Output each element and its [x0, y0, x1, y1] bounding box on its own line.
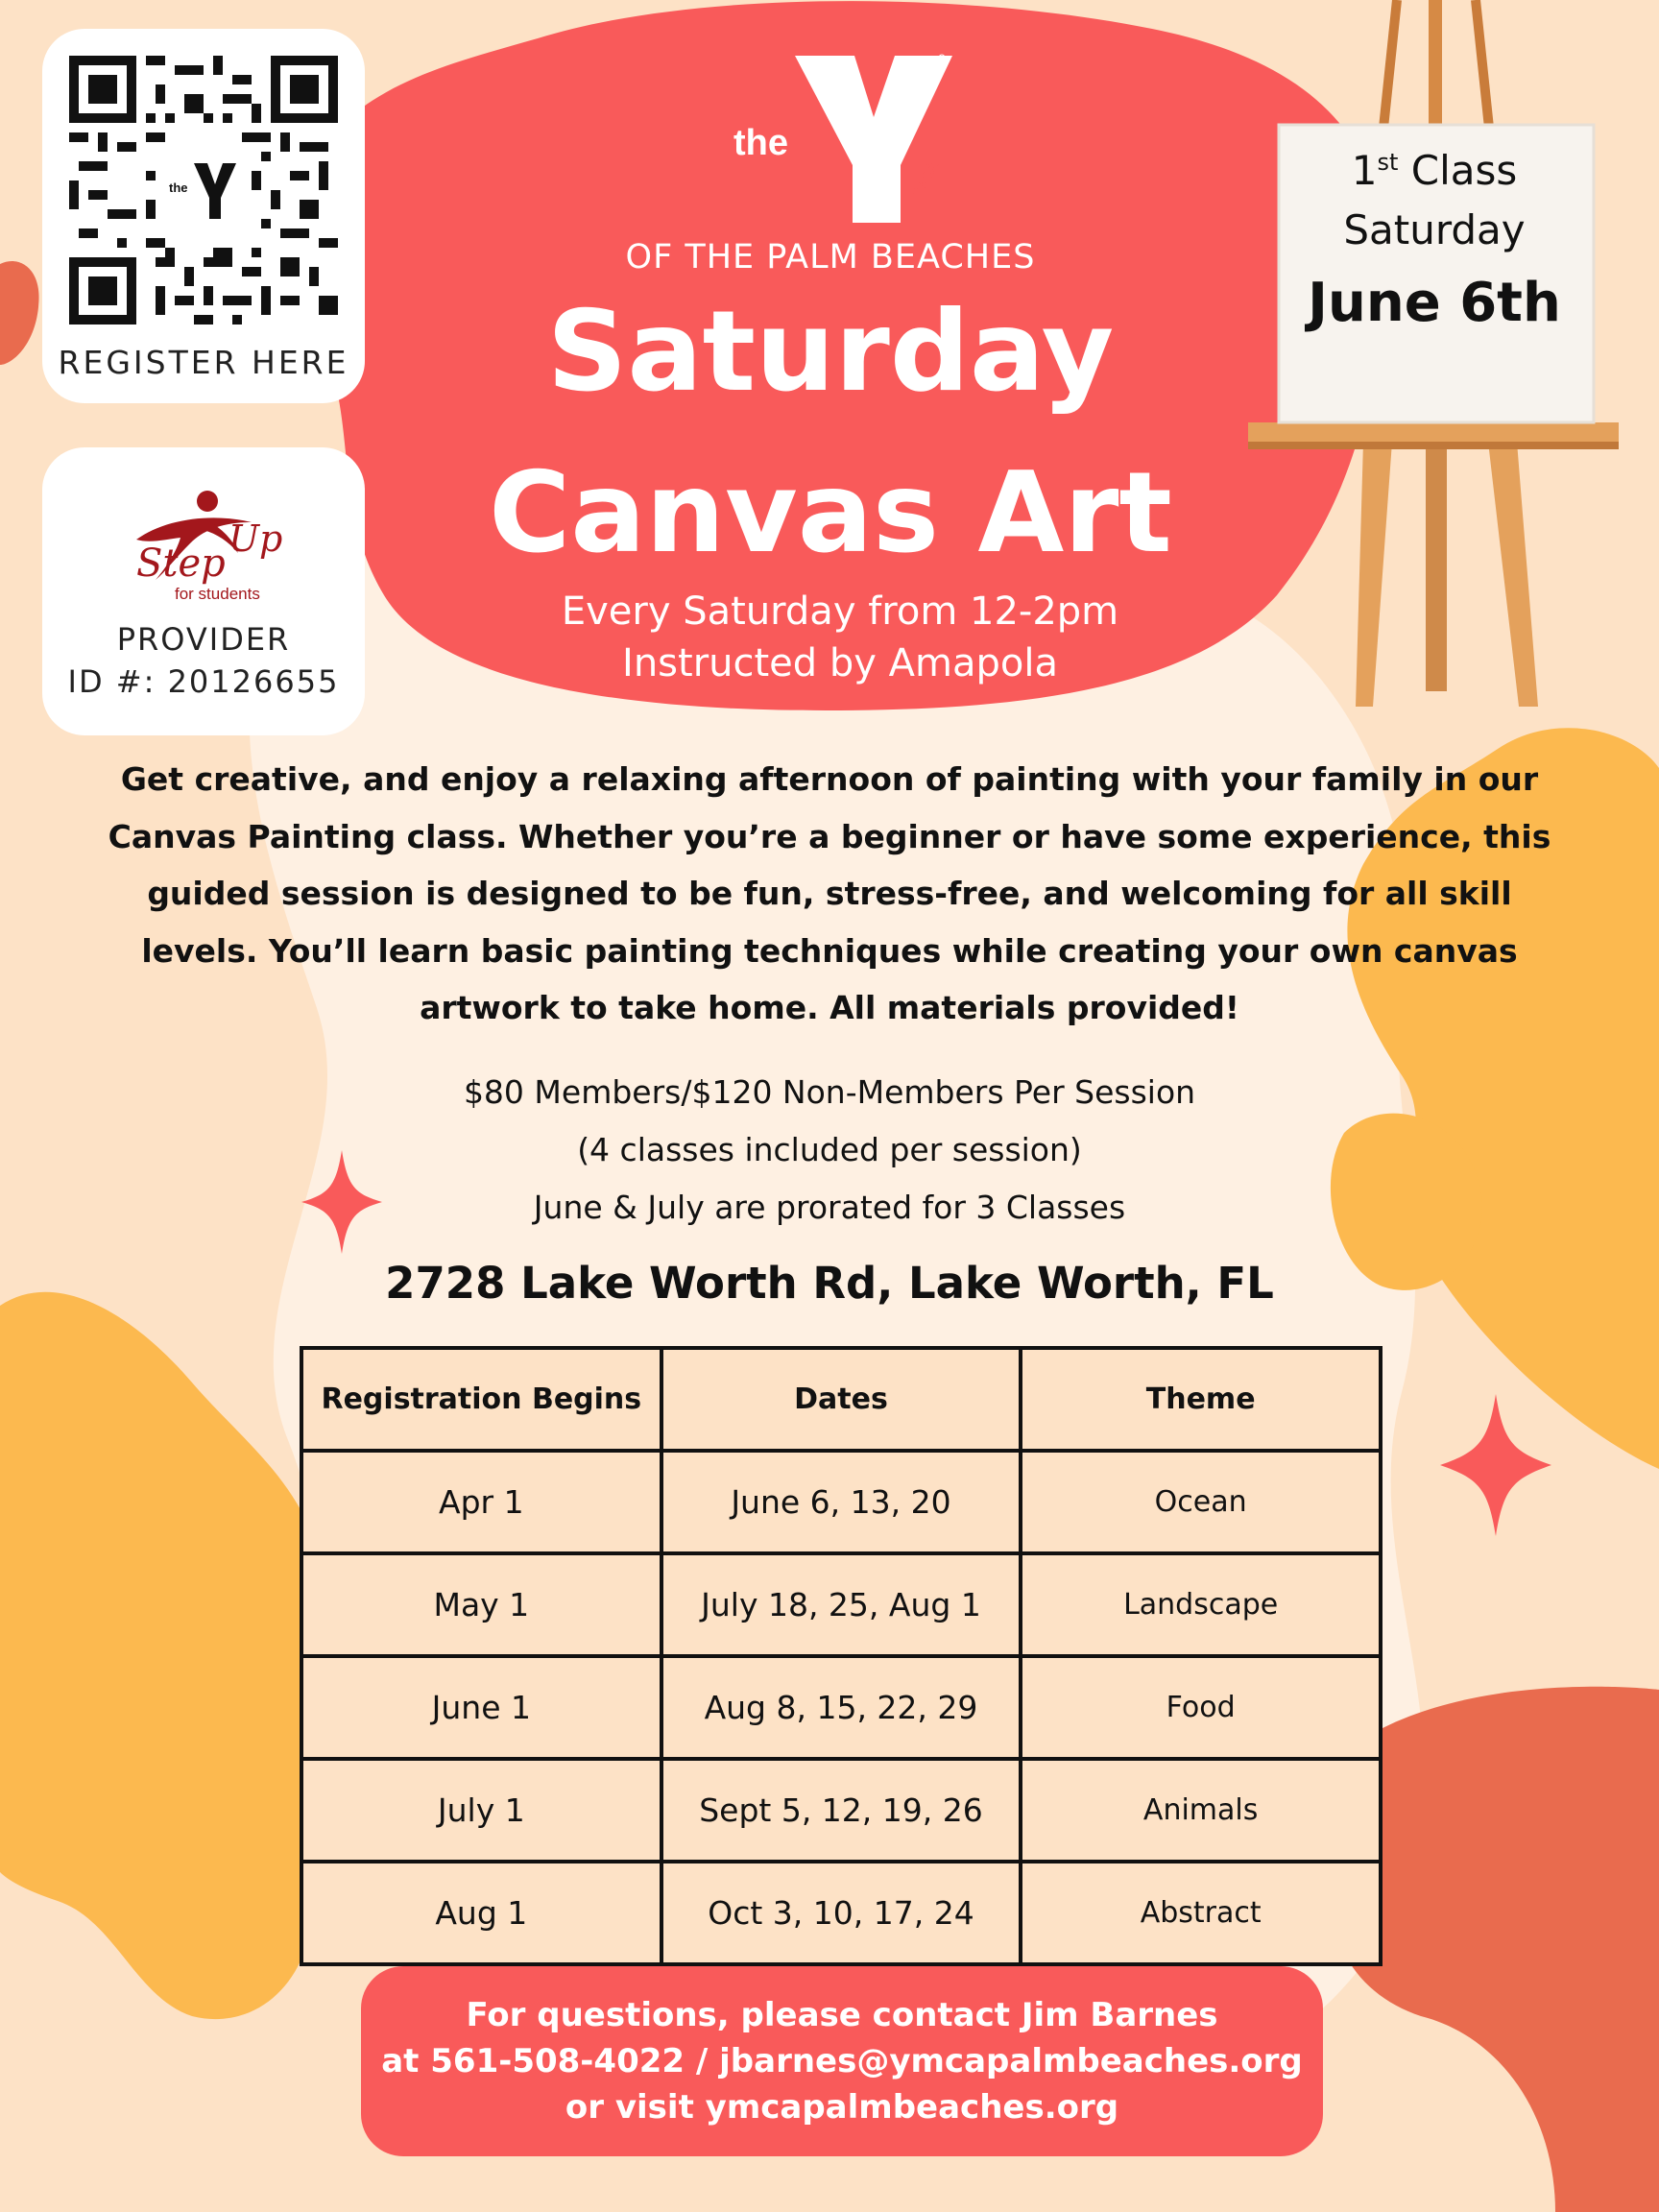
- header-dates: Dates: [661, 1348, 1022, 1451]
- registration-cell: Aug 1: [301, 1862, 661, 1964]
- first-class-info: [1290, 132, 1578, 347]
- header-theme: Theme: [1021, 1348, 1381, 1451]
- class-description: [86, 751, 1573, 1037]
- step-word: Step: [136, 541, 226, 586]
- registration-cell: July 1: [301, 1759, 661, 1862]
- dates-cell: June 6, 13, 20: [661, 1451, 1022, 1553]
- dates-cell: July 18, 25, Aug 1: [661, 1553, 1022, 1656]
- provider-card: [42, 447, 365, 735]
- theme-cell: Ocean: [1021, 1451, 1381, 1553]
- registration-cell: June 1: [301, 1656, 661, 1759]
- dates-cell: Sept 5, 12, 19, 26: [661, 1759, 1022, 1862]
- theme-cell: Food: [1021, 1656, 1381, 1759]
- description-line: guided session is designed to be fun, stress-free, and welcoming for all skill: [147, 875, 1512, 912]
- for-students-text: for students: [175, 585, 260, 603]
- register-qr-card[interactable]: [42, 29, 365, 403]
- first-class-day: Saturday: [1343, 206, 1526, 253]
- location-address: 2728 Lake Worth Rd, Lake Worth, FL: [385, 1258, 1274, 1309]
- rust-corner-left: [0, 261, 39, 365]
- step-up-logo: [108, 480, 300, 605]
- description-line: levels. You’ll learn basic painting techniques while creating your own canvas: [141, 931, 1518, 970]
- dates-cell: Oct 3, 10, 17, 24: [661, 1862, 1022, 1964]
- easel-illustration: [1248, 0, 1632, 730]
- provider-label: PROVIDER: [116, 621, 291, 658]
- dates-cell: Aug 8, 15, 22, 29: [661, 1656, 1022, 1759]
- logo-the-text: the: [733, 123, 788, 163]
- description-line: artwork to take home. All materials provided!: [420, 989, 1239, 1026]
- title-line-1: Saturday: [546, 287, 1115, 417]
- ymca-logo: [730, 50, 960, 232]
- table-row: [301, 1759, 1381, 1862]
- theme-cell: Abstract: [1021, 1862, 1381, 1964]
- qr-logo-text: the: [169, 180, 188, 195]
- contact-box: [361, 1966, 1323, 2156]
- ordinal-suffix: st: [1377, 149, 1399, 176]
- ymca-y-icon: [165, 56, 242, 325]
- instructor-tagline: Instructed by Amapola: [622, 641, 1058, 685]
- registration-cell: May 1: [301, 1553, 661, 1656]
- schedule-tagline: Every Saturday from 12-2pm: [561, 589, 1119, 634]
- description-line: Get creative, and enjoy a relaxing afternoon of painting with your family in our: [120, 760, 1539, 798]
- pricing-line: $80 Members/$120 Non-Members Per Session: [463, 1073, 1196, 1111]
- header-registration: Registration Begins: [301, 1348, 661, 1451]
- qr-ymca-logo: [165, 152, 242, 228]
- qr-code[interactable]: [69, 56, 338, 325]
- org-subheading: OF THE PALM BEACHES: [625, 238, 1036, 276]
- table-row: [301, 1862, 1381, 1964]
- pricing-info: [288, 1064, 1371, 1237]
- title-line-2: Canvas Art: [489, 448, 1172, 578]
- pricing-line: (4 classes included per session): [577, 1131, 1082, 1168]
- first-class-date: June 6th: [1308, 272, 1561, 334]
- provider-id: ID #: 20126655: [67, 663, 340, 700]
- class-word: Class: [1410, 147, 1518, 194]
- table-row: [301, 1656, 1381, 1759]
- table-row: [301, 1553, 1381, 1656]
- up-word: Up: [228, 517, 283, 560]
- register-here-label: REGISTER HERE: [58, 344, 349, 381]
- sparkle-right: [1440, 1394, 1551, 1536]
- theme-cell: Landscape: [1021, 1553, 1381, 1656]
- table-header-row: [301, 1348, 1381, 1451]
- theme-cell: Animals: [1021, 1759, 1381, 1862]
- ymca-wordmark: YMCA: [906, 158, 943, 205]
- first-class-line: [1290, 132, 1578, 201]
- pricing-line: June & July are prorated for 3 Classes: [533, 1189, 1126, 1226]
- contact-website[interactable]: or visit ymcapalmbeaches.org: [565, 2088, 1119, 2127]
- table-row: [301, 1451, 1381, 1553]
- schedule-table: [300, 1346, 1382, 1966]
- contact-phone-email[interactable]: at 561-508-4022 / jbarnes@ymcapalmbeaches.org: [381, 2042, 1303, 2080]
- contact-line: For questions, please contact Jim Barnes: [466, 1996, 1218, 2034]
- registration-cell: Apr 1: [301, 1451, 661, 1553]
- description-line: Canvas Painting class. Whether you’re a beginner or have some experience, this: [108, 817, 1551, 855]
- ordinal-number: 1: [1351, 147, 1378, 194]
